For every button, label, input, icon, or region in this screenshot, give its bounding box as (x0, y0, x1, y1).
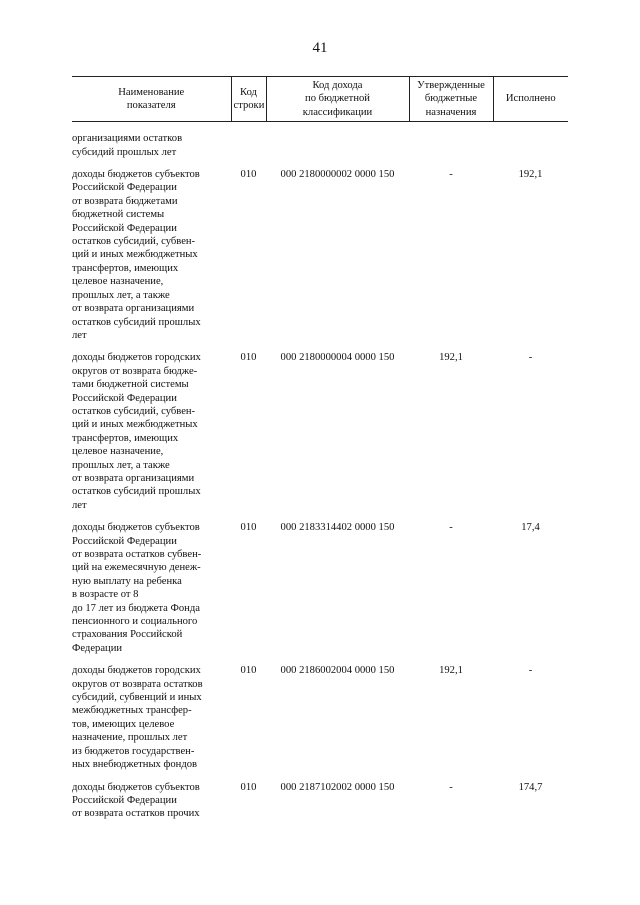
header-code (231, 77, 266, 122)
row-code: 010 (240, 169, 257, 181)
row-name: доходы бюджетов субъектов Российской Федерации от возврата бюджетами бюджетной системы Российской Федерации остатков субсидий, субвен- ций и иных межбюджетных трансфертов, имеющих целевое назначение, прошлых лет, а также от возврата организациями остатков субсидий прошлых лет (72, 169, 201, 341)
row-income-code: 000 2180000002 0000 150 (280, 169, 395, 181)
header-code-text: Код строки (233, 86, 265, 112)
row-code: 010 (240, 352, 257, 364)
row-income-code: 000 2187102002 0000 150 (280, 781, 395, 793)
table-body (72, 122, 568, 821)
row-approved (409, 122, 493, 168)
row-name: доходы бюджетов субъектов Российской Федерации от возврата остатков прочих (72, 781, 200, 820)
table-row (72, 781, 568, 821)
row-approved: - (449, 522, 453, 534)
row-income-code: 000 2183314402 0000 150 (280, 522, 395, 534)
row-code: 010 (240, 781, 257, 793)
row-name: доходы бюджетов субъектов Российской Федерации от возврата остатков субвен- ций на ежемесячную денеж- ную выплату на ребенка в возрасте от 8 до 17 лет из бюджета Фонда пенсионного и социального страхования Российской Федерации (72, 522, 202, 654)
table-row (72, 351, 568, 521)
row-income-code (266, 122, 409, 168)
header-name-text: Наименование показателя (118, 86, 185, 112)
header-executed (493, 77, 568, 122)
page-number: 41 (312, 40, 328, 56)
header-executed-text: Исполнено (505, 93, 556, 105)
row-executed: 174,7 (518, 781, 543, 793)
row-income-code: 000 2186002004 0000 150 (280, 665, 395, 677)
row-code: 010 (240, 522, 257, 534)
row-approved: 192,1 (439, 665, 463, 677)
row-executed: 17,4 (521, 522, 540, 534)
row-executed: 192,1 (518, 169, 543, 181)
row-name: доходы бюджетов городских округов от возврата бюдже- тами бюджетной системы Российской Федерации остатков субсидий, субвен- ций и иных межбюджетных трансфертов, имеющих целевое назначение, прошлых лет, а также от возврата организациями остатков субсидий прошлых лет (72, 352, 201, 511)
table-row (72, 664, 568, 780)
header-income-code-text: Код дохода по бюджетной классификации (302, 80, 373, 118)
row-approved: - (449, 169, 453, 181)
row-executed: - (528, 665, 533, 677)
row-code: 010 (240, 665, 257, 677)
budget-report-table (72, 76, 568, 821)
table-row (72, 168, 568, 351)
row-approved: - (449, 781, 453, 793)
row-name: организациями остатков субсидий прошлых лет (72, 133, 183, 158)
table-row (72, 122, 568, 168)
table-header (72, 77, 568, 122)
row-name: доходы бюджетов городских округов от возврата остатков субсидий, субвенций и иных межбюджетных трансфер- тов, имеющих целевое назначение, прошлых лет из бюджетов государствен- ных внебюджетных фондов (72, 665, 203, 771)
header-approved (409, 77, 493, 122)
table-row (72, 521, 568, 664)
row-code (231, 122, 266, 168)
row-executed: - (528, 352, 533, 364)
header-name (72, 77, 231, 122)
header-income-code (266, 77, 409, 122)
row-executed (493, 122, 568, 168)
header-approved-text: Утвержденные бюджетные назначения (417, 80, 485, 118)
row-approved: 192,1 (439, 352, 463, 364)
row-income-code: 000 2180000004 0000 150 (280, 352, 395, 364)
